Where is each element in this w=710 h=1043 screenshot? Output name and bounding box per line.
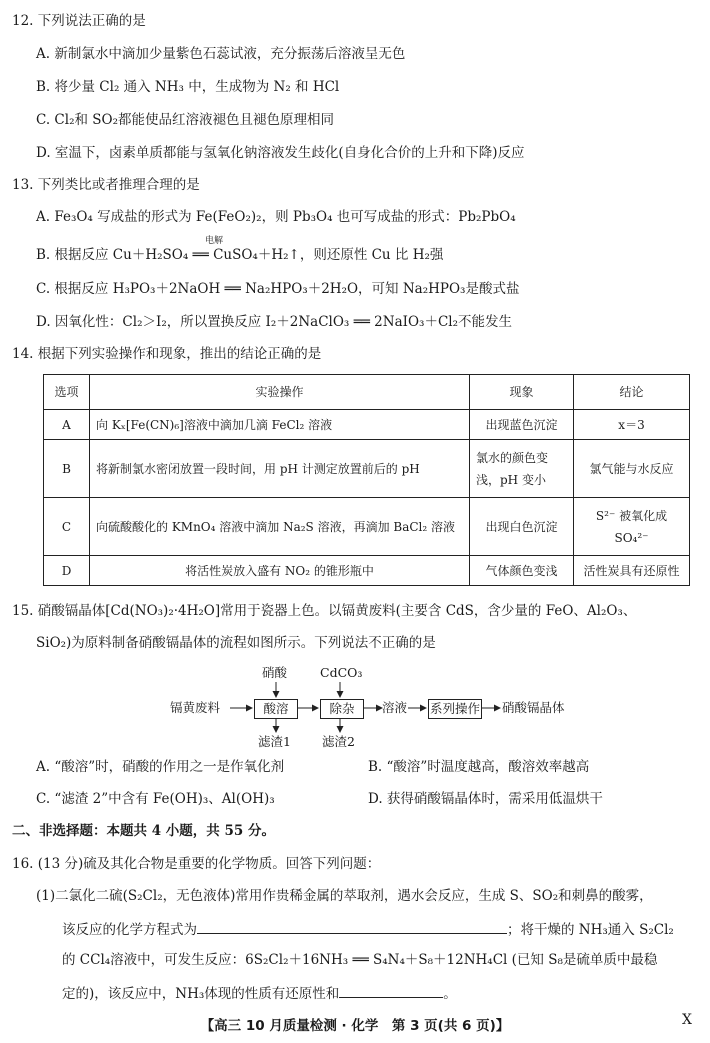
- q13-option-b: B. 根据反应 Cu＋H₂SO₄ ══ CuSO₄＋H₂↑，则还原性 Cu 比 H₂强: [36, 247, 444, 263]
- table-cell-option: A: [44, 410, 90, 440]
- q12-option-b: B. 将少量 Cl₂ 通入 NH₃ 中，生成物为 N₂ 和 HCl: [36, 79, 340, 95]
- q16-part1-line3: 的 CCl₄溶液中，可发生反应：6S₂Cl₂＋16NH₃ ══ S₄N₄＋S₈＋12NH₄Cl (已知 S₈是硫单质中最稳: [62, 952, 658, 968]
- table-cell-operation: 将新制氯水密闭放置一段时间，用 pH 计测定放置前后的 pH: [90, 440, 470, 498]
- table-header: 现象: [470, 375, 574, 410]
- table-cell-phenomenon: 出现蓝色沉淀: [470, 410, 574, 440]
- table-header: 实验操作: [90, 375, 470, 410]
- q16-part1-line1: (1)二氯化二硫(S₂Cl₂，无色液体)常用作贵稀金属的萃取剂，遇水会反应，生成 S、SO₂和刺鼻的酸雾，: [36, 888, 653, 904]
- answer-blank[interactable]: [339, 983, 443, 998]
- q16-stem: 16. (13 分)硫及其化合物是重要的化学物质。回答下列问题：: [12, 856, 381, 872]
- table-row: [44, 556, 690, 586]
- q13-stem: 13. 下列类比或者推理合理的是: [12, 177, 200, 193]
- q12-stem: 12. 下列说法正确的是: [12, 13, 146, 29]
- table-cell-conclusion: 氯气能与水反应: [574, 440, 690, 498]
- q15-option-c: C. “滤渣 2”中含有 Fe(OH)₃、Al(OH)₃: [36, 791, 275, 807]
- table-header: 选项: [44, 375, 90, 410]
- table-header-row: [44, 375, 690, 410]
- table-cell-conclusion: x＝3: [574, 410, 690, 440]
- flow-mid-label: 溶液: [382, 700, 408, 715]
- table-cell-phenomenon: 出现白色沉淀: [470, 498, 574, 556]
- table-cell-conclusion: 活性炭具有还原性: [574, 556, 690, 586]
- flow-waste1-label: 滤渣1: [258, 734, 291, 749]
- q12-option-a: A. 新制氯水中滴加少量紫色石蕊试液，充分振荡后溶液呈无色: [36, 46, 406, 62]
- flow-step-impurity-removal: 除杂: [320, 699, 364, 719]
- table-cell-operation: 向硫酸酸化的 KMnO₄ 溶液中滴加 Na₂S 溶液，再滴加 BaCl₂ 溶液: [90, 498, 470, 556]
- table-cell-option: B: [44, 440, 90, 498]
- section-heading: 二、非选择题：本题共 4 小题，共 55 分。: [12, 823, 275, 839]
- q15-stem-line2: SiO₂)为原料制备硝酸镉晶体的流程如图所示。下列说法不正确的是: [36, 635, 436, 651]
- q15-option-a: A. “酸溶”时，硝酸的作用之一是作氧化剂: [36, 759, 285, 775]
- table-cell-operation: 向 Kₓ[Fe(CN)₆]溶液中滴加几滴 FeCl₂ 溶液: [90, 410, 470, 440]
- q15-stem-line1: 15. 硝酸镉晶体[Cd(NO₃)₂·4H₂O]常用于瓷器上色。以镉黄废料(主要含 CdS，含少量的 FeO、Al₂O₃、: [12, 603, 637, 619]
- table-cell-conclusion: S²⁻ 被氧化成 SO₄²⁻: [574, 498, 690, 556]
- q16-text: 定的)，该反应中，NH₃体现的性质有还原性和: [62, 986, 340, 1002]
- q14-stem: 14. 根据下列实验操作和现象，推出的结论正确的是: [12, 346, 322, 362]
- table-cell-phenomenon: 氯水的颜色变浅，pH 变小: [470, 440, 574, 498]
- q16-text: 该反应的化学方程式为: [62, 922, 197, 938]
- process-flow-diagram: [170, 664, 590, 754]
- q13-option-c: C. 根据反应 H₃PO₃＋2NaOH ══ Na₂HPO₃＋2H₂O，可知 Na₂HPO₃是酸式盐: [36, 281, 520, 297]
- flow-reagent2-label: CdCO₃: [320, 665, 363, 680]
- table-cell-option: D: [44, 556, 90, 586]
- table-header: 结论: [574, 375, 690, 410]
- q13-option-d: D. 因氧化性：Cl₂＞I₂，所以置换反应 I₂＋2NaClO₃ ══ 2NaIO₃＋Cl₂不能发生: [36, 314, 512, 330]
- flow-reagent1-label: 硝酸: [262, 665, 288, 680]
- q16-text: 。: [443, 986, 457, 1002]
- q12-option-d: D. 室温下，卤素单质都能与氢氧化钠溶液发生歧化(自身化合价的上升和下降)反应: [36, 145, 525, 161]
- footer-mark: X: [682, 1012, 692, 1028]
- q12-option-c: C. Cl₂和 SO₂都能使品红溶液褪色且褪色原理相同: [36, 112, 335, 128]
- flow-waste2-label: 滤渣2: [322, 734, 355, 749]
- q16-part1-line4: [62, 983, 457, 1003]
- table-cell-operation: 将活性炭放入盛有 NO₂ 的锥形瓶中: [90, 556, 470, 586]
- table-row: [44, 440, 690, 498]
- table-row: [44, 498, 690, 556]
- q16-text: ；将干燥的 NH₃通入 S₂Cl₂: [507, 922, 674, 938]
- table-cell-phenomenon: 气体颜色变浅: [470, 556, 574, 586]
- q13-option-a: A. Fe₃O₄ 写成盐的形式为 Fe(FeO₂)₂，则 Pb₃O₄ 也可写成盐的形式：Pb₂PbO₄: [36, 209, 516, 225]
- flow-step-acid-dissolve: 酸溶: [254, 699, 298, 719]
- flow-step-series-operations: 系列操作: [428, 699, 482, 719]
- page-footer: 【高三 10 月质量检测 · 化学 第 3 页(共 6 页)】: [200, 1018, 510, 1034]
- q15-option-d: D. 获得硝酸镉晶体时，需采用低温烘干: [368, 791, 603, 807]
- experiment-table: [43, 374, 690, 586]
- table-row: [44, 410, 690, 440]
- flow-start-label: 镉黄废料: [170, 700, 221, 715]
- q13-b-condition: 电解: [205, 236, 224, 246]
- answer-blank[interactable]: [197, 919, 507, 934]
- q16-part1-line2: [62, 919, 674, 939]
- flow-end-label: 硝酸镉晶体: [502, 700, 565, 715]
- table-cell-option: C: [44, 498, 90, 556]
- q15-option-b: B. “酸溶”时温度越高，酸溶效率越高: [368, 759, 590, 775]
